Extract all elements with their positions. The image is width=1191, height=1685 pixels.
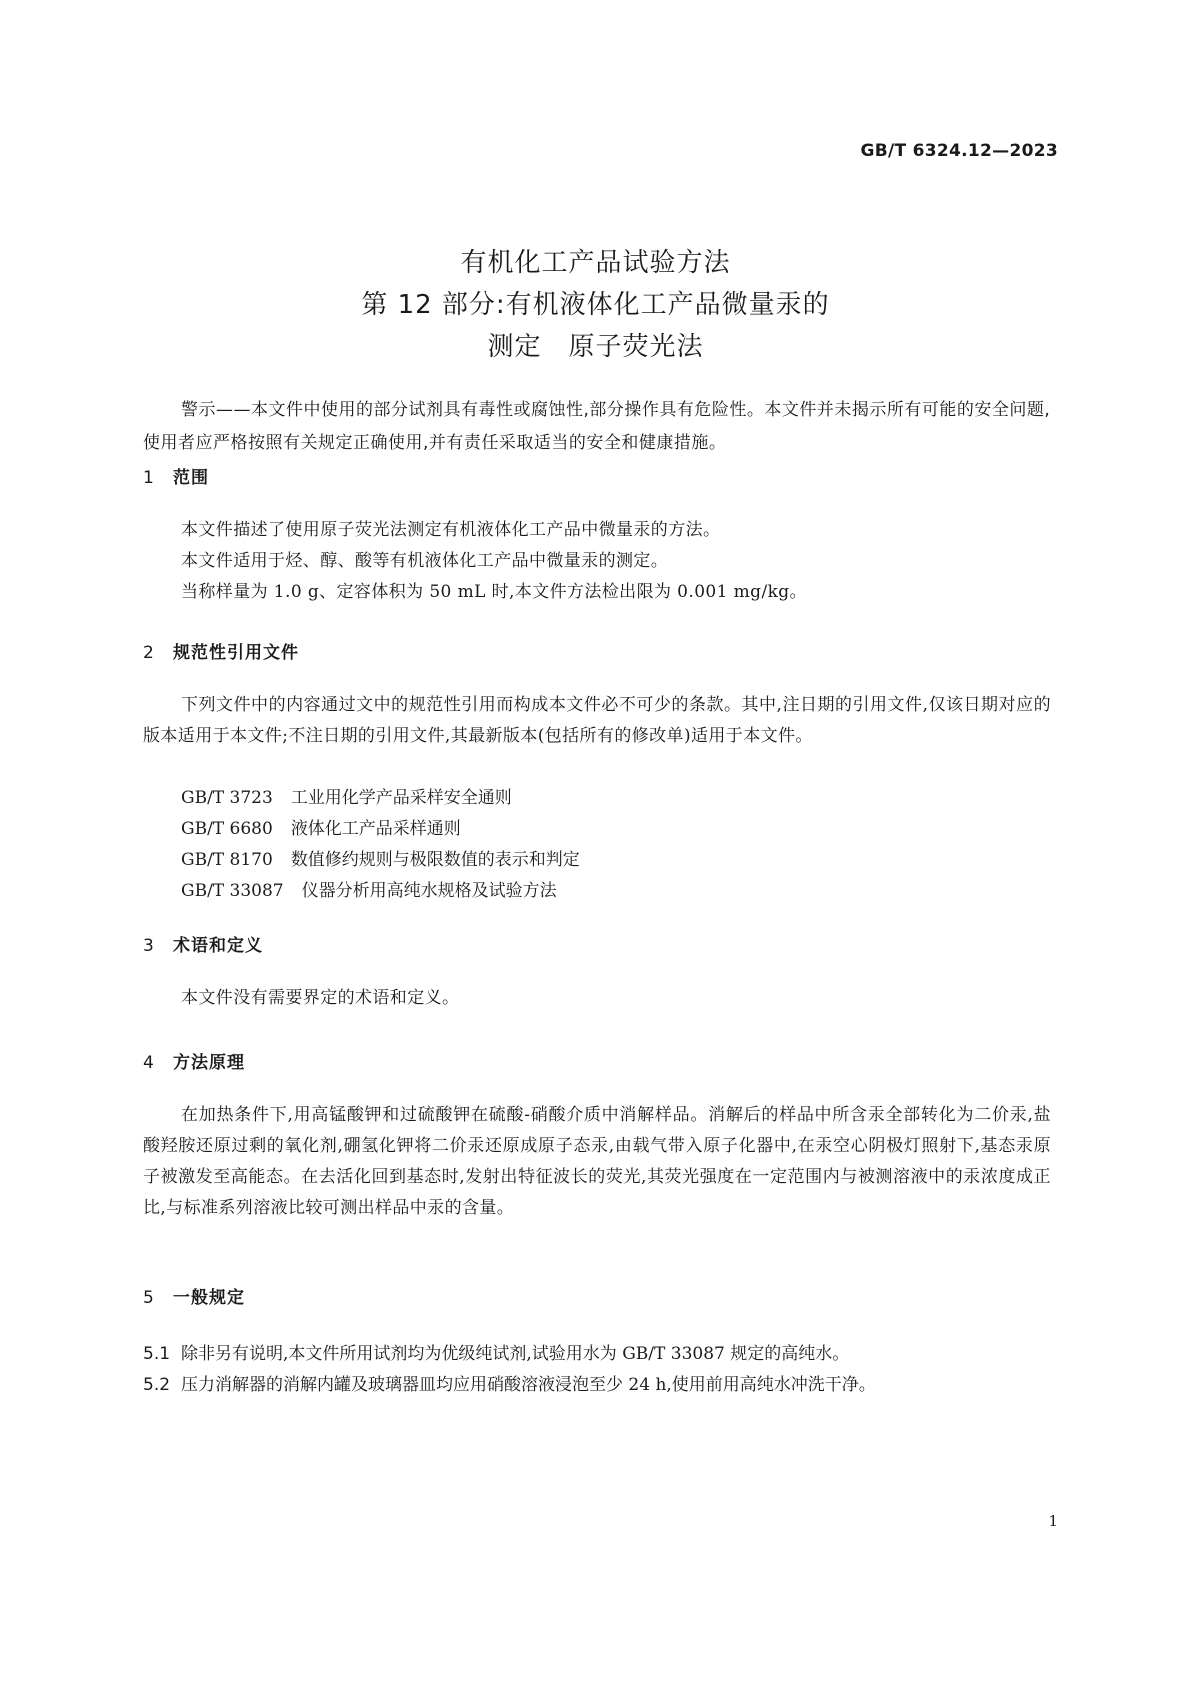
reference-title: 仪器分析用高纯水规格及试验方法 [301,881,557,901]
section-1-heading [143,463,209,488]
section-2-heading [143,638,299,663]
section-5-heading [143,1283,245,1308]
reference-item [181,814,580,845]
section-title: 规范性引用文件 [173,643,299,663]
section-number: 4 [143,1053,155,1073]
reference-code: GB/T 33087 [181,881,284,901]
section-1-body [143,515,1051,608]
document-title [0,242,1191,368]
section-number: 3 [143,936,155,956]
section-number: 5 [143,1288,155,1308]
paragraph: 本文件描述了使用原子荧光法测定有机液体化工产品中微量汞的方法。 [181,520,721,540]
paragraph: 当称样量为 1.0 g、定容体积为 50 mL 时,本文件方法检出限为 0.001 mg/kg。 [181,582,807,602]
clause-text: 除非另有说明,本文件所用试剂均为优级纯试剂,试验用水为 GB/T 33087 规定的高纯水。 [181,1344,850,1364]
title-line-3: 测定 原子荧光法 [487,332,704,362]
section-number: 2 [143,643,155,663]
reference-title: 数值修约规则与极限数值的表示和判定 [290,850,580,870]
page-number: 1 [1048,1512,1058,1530]
clause-number: 5.1 [143,1344,171,1364]
section-3-heading [143,931,263,956]
reference-item [181,845,580,876]
document-number: GB/T 6324.12—2023 [860,141,1058,161]
title-line-2: 第 12 部分:有机液体化工产品微量汞的 [361,290,830,320]
clause-5-1 [143,1339,849,1364]
section-2-intro [143,690,1051,752]
paragraph: 本文件没有需要界定的术语和定义。 [181,988,460,1008]
reference-item [181,876,580,907]
paragraph: 下列文件中的内容通过文中的规范性引用而构成本文件必不可少的条款。其中,注日期的引用文件,仅该日期对应的版本适用于本文件;不注日期的引用文件,其最新版本(包括所有的修改单)适用于本文件。 [143,695,1051,746]
reference-title: 液体化工产品采样通则 [290,819,461,839]
reference-code: GB/T 6680 [181,819,273,839]
reference-title: 工业用化学产品采样安全通则 [290,788,512,808]
clause-5-2 [143,1370,876,1395]
normative-reference-list [181,783,580,907]
section-number: 1 [143,468,155,488]
paragraph: 本文件适用于烃、醇、酸等有机液体化工产品中微量汞的测定。 [181,551,669,571]
section-title: 方法原理 [173,1053,245,1073]
reference-code: GB/T 3723 [181,788,273,808]
section-4-body [143,1100,1051,1224]
title-line-1: 有机化工产品试验方法 [460,248,731,278]
section-3-body [143,983,1051,1014]
clause-text: 压力消解器的消解内罐及玻璃器皿均应用硝酸溶液浸泡至少 24 h,使用前用高纯水冲洗干净。 [181,1375,876,1395]
section-title: 术语和定义 [173,936,263,956]
clause-number: 5.2 [143,1375,171,1395]
section-title: 范围 [173,468,209,488]
section-4-heading [143,1048,245,1073]
reference-item [181,783,580,814]
paragraph: 在加热条件下,用高锰酸钾和过硫酸钾在硫酸-硝酸介质中消解样品。消解后的样品中所含汞全部转化为二价汞,盐酸羟胺还原过剩的氧化剂,硼氢化钾将二价汞还原成原子态汞,由载气带入原子化器中,在汞空心阴极灯照射下,基态汞原子被激发至高能态。在去活化回到基态时,发射出特征波长的荧光,其荧光强度在一定范围内与被测溶液中的汞浓度成正比,与标准系列溶液比较可测出样品中汞的含量。 [143,1105,1051,1218]
reference-code: GB/T 8170 [181,850,273,870]
safety-warning: 警示——本文件中使用的部分试剂具有毒性或腐蚀性,部分操作具有危险性。本文件并未揭示所有可能的安全问题,使用者应严格按照有关规定正确使用,并有责任采取适当的安全和健康措施。 [143,400,1051,453]
section-title: 一般规定 [173,1288,245,1308]
